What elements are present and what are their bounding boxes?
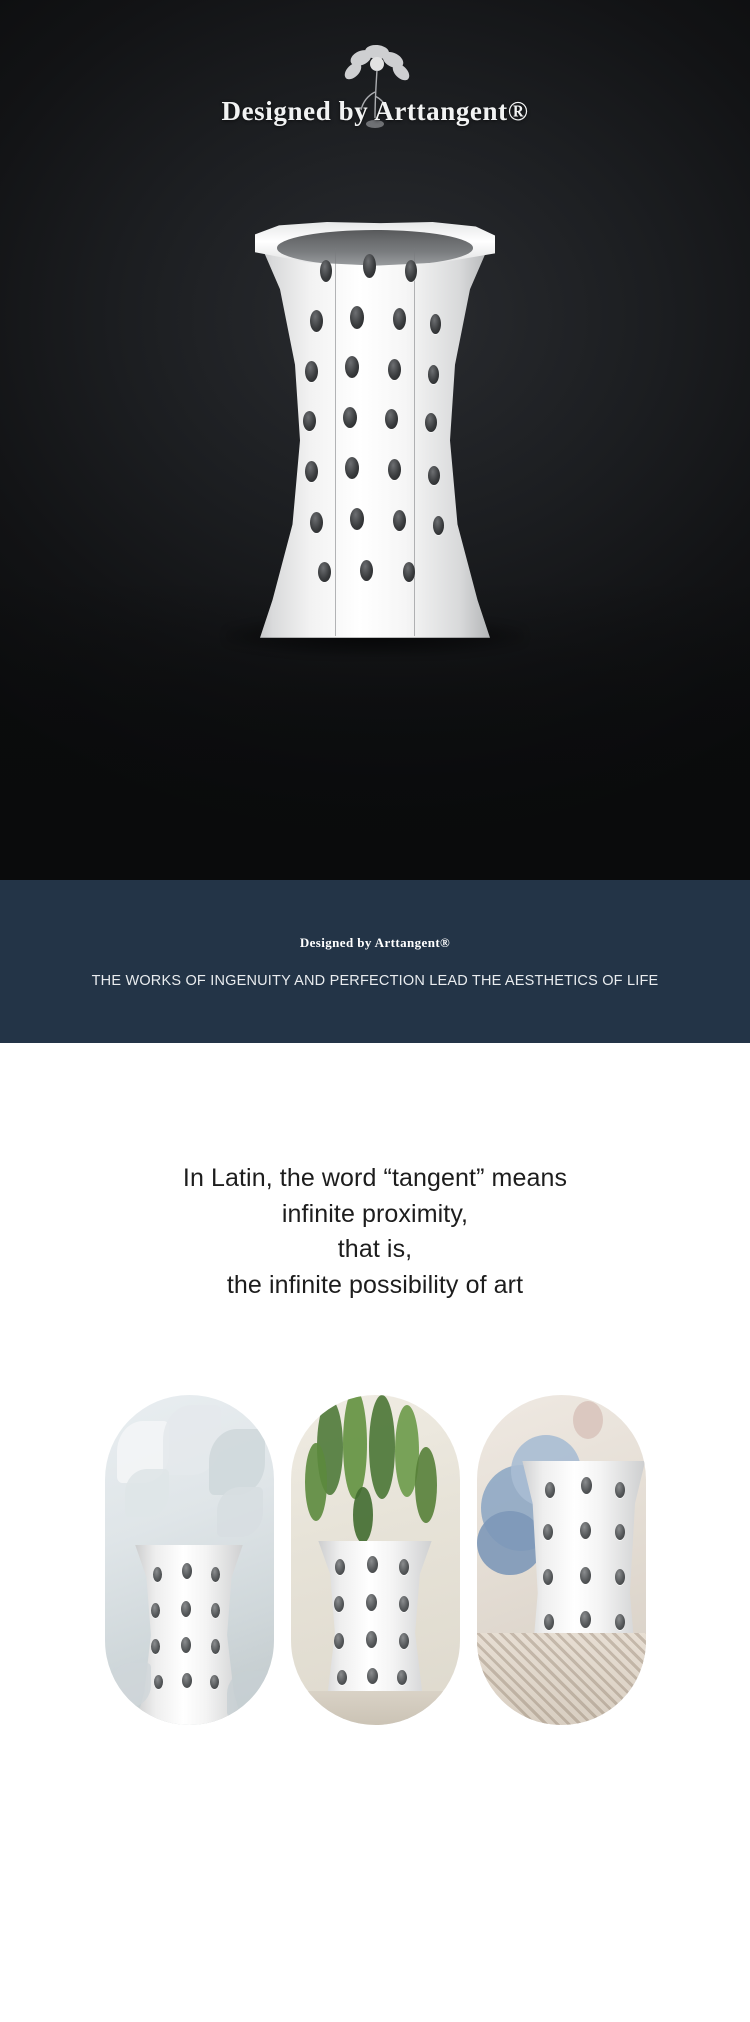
- banner-tagline: THE WORKS OF INGENUITY AND PERFECTION LEAD THE AESTHETICS OF LIFE: [91, 972, 659, 989]
- quote-line-4: the infinite possibility of art: [226, 1270, 524, 1299]
- vase-with-white-dried-flowers[interactable]: [105, 1395, 274, 1725]
- hero-brand-title: Designed by Arttangent®: [221, 96, 529, 126]
- pill-3-surface: [477, 1633, 646, 1725]
- hero-section: [0, 0, 750, 880]
- vase-with-green-foliage[interactable]: [291, 1395, 460, 1725]
- quote-line-1: In Latin, the word “tangent” means: [182, 1164, 568, 1192]
- perforated-vase-image: [250, 222, 500, 642]
- brand-banner: [0, 880, 750, 1043]
- gallery-section: [0, 1395, 750, 1805]
- vase-perforations: [250, 222, 500, 642]
- vase-with-blue-flowers[interactable]: [477, 1395, 646, 1725]
- banner-brand-title: Designed by Arttangent®: [299, 934, 451, 950]
- pill-2-surface: [291, 1691, 460, 1725]
- quote-section: [0, 1043, 750, 1395]
- quote-line-2: infinite proximity,: [281, 1199, 469, 1228]
- quote-line-3: that is,: [337, 1235, 413, 1263]
